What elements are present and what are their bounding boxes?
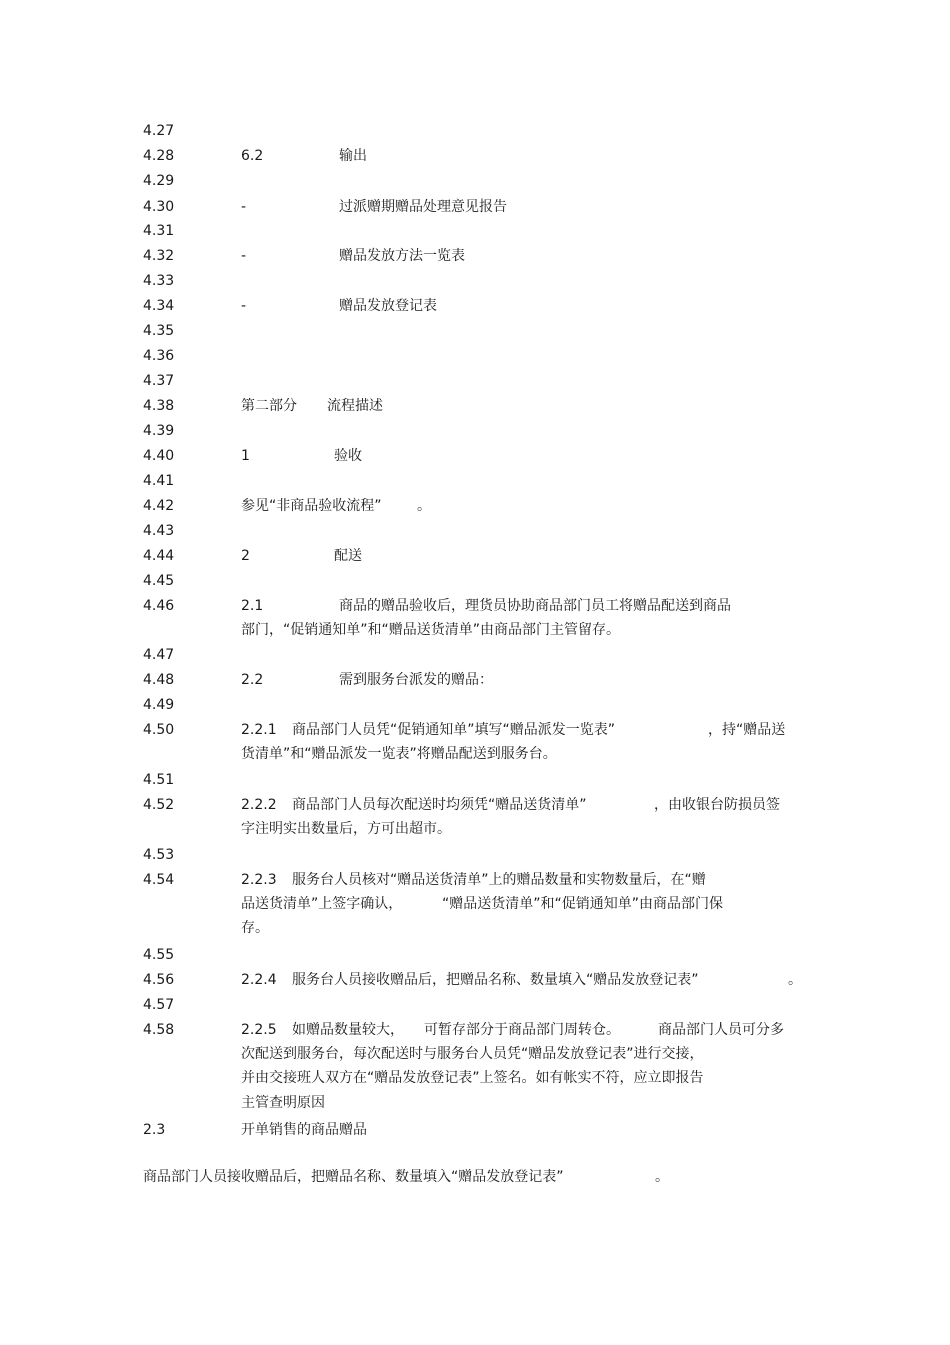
section-title: 输出 <box>339 148 367 164</box>
line-number: 4.35 <box>143 323 175 339</box>
paragraph: 商品的赠品验收后，理货员协助商品部门员工将赠品配送到商品 <box>339 598 731 614</box>
list-bullet: - <box>241 298 247 314</box>
line-number: 4.56 <box>143 972 175 988</box>
line-number: 4.51 <box>143 772 175 788</box>
paragraph: 商品部门人员凭“促销通知单”填写“赠品派发一览表” <box>292 722 616 738</box>
paragraph-continuation: 次配送到服务台，每次配送时与服务台人员凭“赠品发放登记表”进行交接， <box>241 1046 704 1062</box>
line-number: 4.48 <box>143 672 175 688</box>
section-number: 2.2.2 <box>241 797 277 813</box>
paragraph-end: 。 <box>655 1169 669 1185</box>
paragraph-continuation: 字注明实出数量后，方可出超市。 <box>241 821 451 837</box>
line-number: 4.38 <box>143 398 175 414</box>
line-number: 4.37 <box>143 373 175 389</box>
paragraph-continuation: “赠品送货清单”和“促销通知单”由商品部门保 <box>442 896 724 912</box>
section-number: 2.1 <box>241 598 264 614</box>
paragraph: 商品部门人员每次配送时均须凭“赠品送货清单” <box>292 797 587 813</box>
list-item: 赠品发放登记表 <box>339 298 437 314</box>
line-number: 4.32 <box>143 248 175 264</box>
paragraph-continuation: 品送货清单”上签字确认， <box>241 896 403 912</box>
section-number: 2.2 <box>241 672 264 688</box>
line-number: 4.40 <box>143 448 175 464</box>
line-number: 4.55 <box>143 947 175 963</box>
paragraph-continuation: 并由交接班人双方在“赠品发放登记表”上签名。如有帐实不符，应立即报告 <box>241 1070 704 1086</box>
line-number: 4.30 <box>143 199 175 215</box>
section-number: 2.3 <box>143 1122 166 1138</box>
section-number: 2.2.1 <box>241 722 277 738</box>
paragraph-end: 。 <box>788 972 802 988</box>
paragraph-tail: 商品部门人员可分多 <box>658 1022 784 1038</box>
list-bullet: - <box>241 199 247 215</box>
line-number: 4.52 <box>143 797 175 813</box>
paragraph: 服务台人员核对“赠品送货清单”上的赠品数量和实物数量后，在“赠 <box>292 872 706 888</box>
paragraph: 参见“非商品验收流程” <box>241 498 382 514</box>
line-number: 4.31 <box>143 223 175 239</box>
paragraph: 如赠品数量较大， <box>292 1022 404 1038</box>
paragraph-end: 。 <box>417 498 431 514</box>
line-number: 4.54 <box>143 872 175 888</box>
paragraph-continuation: 主管查明原因 <box>241 1095 325 1111</box>
line-number: 4.28 <box>143 148 175 164</box>
line-number: 4.39 <box>143 423 175 439</box>
list-item: 过派赠期赠品处理意见报告 <box>339 199 507 215</box>
line-number: 4.34 <box>143 298 175 314</box>
line-number: 4.42 <box>143 498 175 514</box>
line-number: 4.58 <box>143 1022 175 1038</box>
final-paragraph: 商品部门人员接收赠品后，把赠品名称、数量填入“赠品发放登记表” <box>143 1169 564 1185</box>
section-number: 2.2.3 <box>241 872 277 888</box>
list-item: 赠品发放方法一览表 <box>339 248 465 264</box>
section-title: 需到服务台派发的赠品： <box>339 672 493 688</box>
line-number: 4.45 <box>143 573 175 589</box>
paragraph-continuation: 存。 <box>241 920 269 936</box>
part-title: 流程描述 <box>327 398 383 414</box>
paragraph-continuation: 部门，“促销通知单”和“赠品送货清单”由商品部门主管留存。 <box>241 622 621 638</box>
line-number: 4.36 <box>143 348 175 364</box>
line-number: 4.29 <box>143 173 175 189</box>
section-title: 开单销售的商品赠品 <box>241 1122 367 1138</box>
line-number: 4.50 <box>143 722 175 738</box>
line-number: 4.27 <box>143 123 175 139</box>
line-number: 4.49 <box>143 697 175 713</box>
line-number: 4.57 <box>143 997 175 1013</box>
section-number: 2 <box>241 548 250 564</box>
list-bullet: - <box>241 248 247 264</box>
paragraph-continuation: 货清单”和“赠品派发一览表”将赠品配送到服务台。 <box>241 746 557 762</box>
line-number: 4.43 <box>143 523 175 539</box>
section-number: 1 <box>241 448 250 464</box>
line-number: 4.46 <box>143 598 175 614</box>
line-number: 4.47 <box>143 647 175 663</box>
paragraph-tail: ，由收银台防损员签 <box>654 797 780 813</box>
line-number: 4.53 <box>143 847 175 863</box>
section-title: 验收 <box>334 448 362 464</box>
paragraph: 可暂存部分于商品部门周转仓。 <box>424 1022 620 1038</box>
section-number: 6.2 <box>241 148 264 164</box>
section-number: 2.2.5 <box>241 1022 277 1038</box>
paragraph: 服务台人员接收赠品后，把赠品名称、数量填入“赠品发放登记表” <box>292 972 699 988</box>
paragraph-tail: ，持“赠品送 <box>708 722 786 738</box>
line-number: 4.44 <box>143 548 175 564</box>
section-number: 2.2.4 <box>241 972 277 988</box>
line-number: 4.41 <box>143 473 175 489</box>
line-number: 4.33 <box>143 273 175 289</box>
part-label: 第二部分 <box>241 398 297 414</box>
section-title: 配送 <box>334 548 362 564</box>
